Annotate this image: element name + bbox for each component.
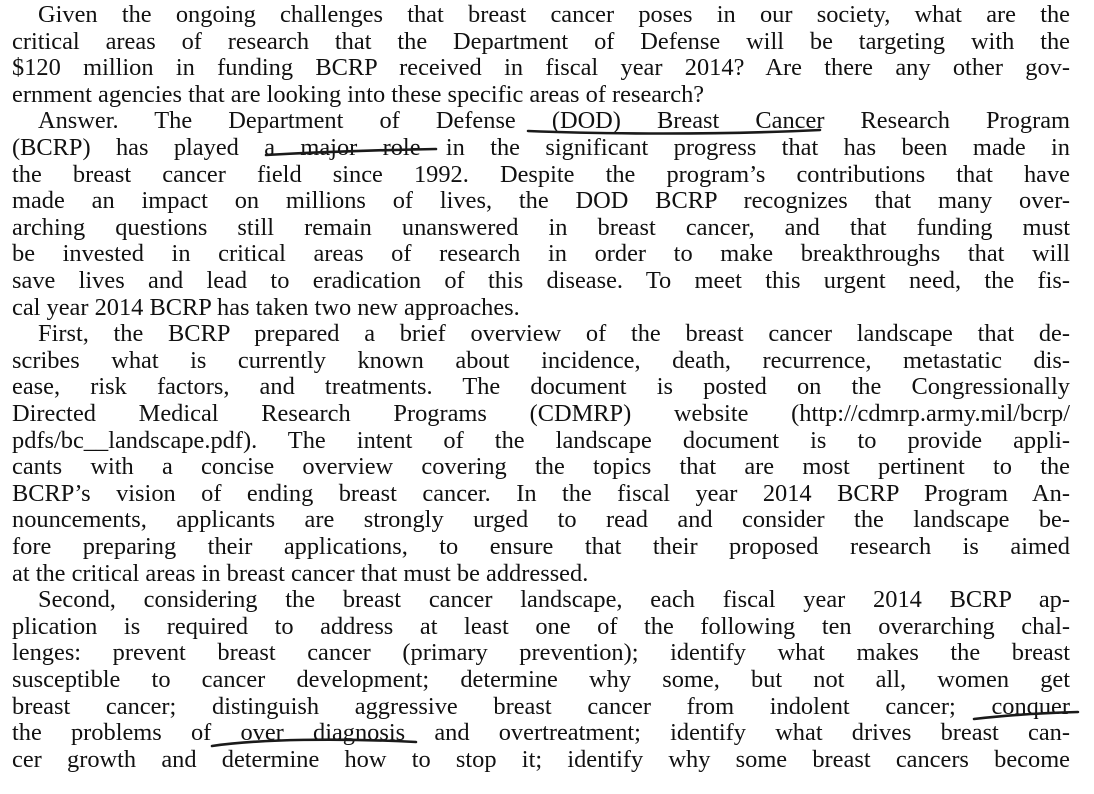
paragraph-line: ease, risk factors, and treatments. The document is posted on the Congressionally (12, 374, 1070, 401)
paragraph-line: ernment agencies that are looking into these specific areas of research? (12, 81, 705, 108)
paragraph-line: cal year 2014 BCRP has taken two new approaches. (12, 294, 520, 321)
paragraph-line: save lives and lead to eradication of this disease. To meet this urgent need, the fis- (12, 268, 1070, 294)
paragraph-line: breast cancer; distinguish aggressive breast cancer from indolent cancer; conquer (12, 693, 1070, 720)
paragraph-line: First, the BCRP prepared a brief overview of the breast cancer landscape that de- (38, 321, 1070, 348)
paragraph-line: scribes what is currently known about incidence, death, recurrence, metastatic dis- (12, 347, 1070, 374)
paragraph-line: lenges: prevent breast cancer (primary prevention); identify what makes the breast (12, 640, 1070, 667)
paragraph-line: at the critical areas in breast cancer that must be addressed. (12, 560, 589, 587)
paragraph-line: arching questions still remain unanswered in breast cancer, and that funding must (12, 214, 1070, 241)
paragraph-line: be invested in critical areas of research in order to make breakthroughs that will (12, 241, 1070, 268)
paragraph-line: the problems of over diagnosis and overtreatment; identify what drives breast can- (12, 720, 1070, 747)
paragraph-line: critical areas of research that the Department of Defense will be targeting with the (12, 28, 1070, 55)
paragraph-line: cer growth and determine how to stop it; identify why some breast cancers become (12, 746, 1070, 773)
paragraph-line: Second, considering the breast cancer landscape, each fiscal year 2014 BCRP ap- (38, 587, 1070, 614)
paragraph-line: Answer. The Department of Defense (DOD) Breast Cancer Research Program (38, 108, 1070, 135)
paragraph-line: Directed Medical Research Programs (CDMRP) website (http://cdmrp.army.mil/bcrp/ (12, 401, 1070, 427)
paragraph-line: made an impact on millions of lives, the DOD BCRP recognizes that many over- (12, 188, 1070, 215)
paragraph-line: (BCRP) has played a major role in the significant progress that has been made in (12, 135, 1070, 161)
paragraph-line: $120 million in funding BCRP received in fiscal year 2014? Are there any other gov- (12, 55, 1070, 82)
paragraph-line: susceptible to cancer development; determine why some, but not all, women get (12, 667, 1070, 693)
paragraph-line: pdfs/bc__landscape.pdf). The intent of the landscape document is to provide appli- (12, 427, 1070, 454)
paragraph-line: Given the ongoing challenges that breast cancer poses in our society, what are the (38, 2, 1070, 28)
paragraph-line: BCRP’s vision of ending breast cancer. In the fiscal year 2014 BCRP Program An- (12, 480, 1070, 507)
paragraph-line: fore preparing their applications, to ensure that their proposed research is aimed (12, 534, 1070, 560)
paragraph-line: plication is required to address at least one of the following ten overarching chal- (12, 613, 1070, 640)
paragraph-line: cants with a concise overview covering the topics that are most pertinent to the (12, 454, 1070, 481)
paragraph-line: the breast cancer field since 1992. Despite the program’s contributions that have (12, 161, 1070, 188)
paragraph-line: nouncements, applicants are strongly urged to read and consider the landscape be- (12, 507, 1070, 534)
